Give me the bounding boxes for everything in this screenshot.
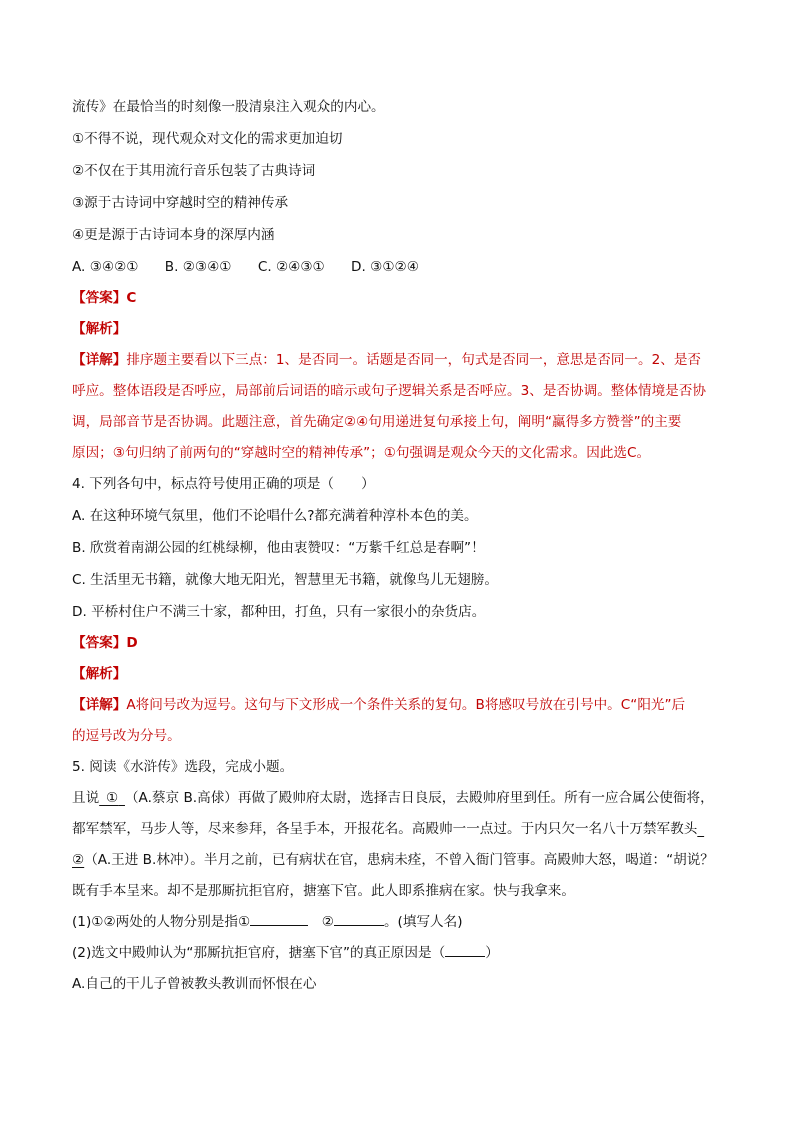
q5-sub1-suffix: 。(填写人名) <box>383 914 463 930</box>
q5-sub2 <box>72 942 732 964</box>
q5-sub2-prefix: (2)选文中殿帅认为“那厮抗拒官府，搪塞下官”的真正原因是（ <box>72 945 446 961</box>
q3-answer-label: 【答案】 <box>72 290 127 306</box>
document-page <box>72 96 732 995</box>
q5-passage-line-3 <box>72 849 732 871</box>
q5-sub2-suffix: ） <box>485 945 499 961</box>
q3-item-4: ④更是源于古诗词本身的深厚内涵 <box>72 227 275 243</box>
q4-answer-label: 【答案】 <box>72 635 127 651</box>
q4-option-d: D. 平桥村住户不满三十家，都种田，打鱼，只有一家很小的杂货店。 <box>72 604 486 620</box>
q3-detail-line-1 <box>72 349 732 371</box>
q3-choices <box>72 256 732 278</box>
q4-option-a: A. 在这种环境气氛里，他们不论唱什么?都充满着种淳朴本色的美。 <box>72 508 478 524</box>
q5-stem: 5. 阅读《水浒传》选段，完成小题。 <box>72 759 294 775</box>
q3-detail-line-4: 原因；③句归纳了前两句的“穿越时空的精神传承”；①句强调是观众今天的文化需求。因此选C。 <box>72 445 651 461</box>
q5-passage-prefix: 且说 <box>72 790 100 806</box>
q5-passage-text-1: （A.蔡京 B.高俅）再做了殿帅府太尉，选择吉日良辰，去殿帅府里到任。所有一应合属公使衙将， <box>124 790 714 806</box>
q4-analysis-label: 【解析】 <box>72 666 127 682</box>
q4-answer <box>72 632 732 654</box>
q5-sub2-blank[interactable] <box>445 942 485 957</box>
q5-blank-2-lead <box>697 821 704 837</box>
q5-blank-2: ② <box>72 852 85 868</box>
q5-sub1 <box>72 911 732 933</box>
q5-sub2-option-a: A.自己的干儿子曾被教头教训而怀恨在心 <box>72 976 317 992</box>
q3-choice-d: D. ③①②④ <box>351 259 419 275</box>
q5-sub1-blank-1[interactable] <box>250 911 308 926</box>
q3-choice-c: C. ②④③① <box>257 259 325 275</box>
q4-detail-text-1: A将问号改为逗号。这句与下文形成一个条件关系的复句。B将感叹号放在引号中。C“阳光”后 <box>126 697 686 713</box>
q5-sub1-blank-2[interactable] <box>334 911 384 926</box>
q4-stem: 4. 下列各句中，标点符号使用正确的项是（ ） <box>72 476 375 492</box>
q3-detail-line-3: 调，局部音节是否协调。此题注意，首先确定②④句用递进复句承接上句，阐明“赢得多方赞誉”的主要 <box>72 414 682 430</box>
q3-item-2: ②不仅在于其用流行音乐包装了古典诗词 <box>72 163 316 179</box>
q4-answer-value: D <box>126 635 138 651</box>
q3-answer-value: C <box>126 290 137 306</box>
q4-option-c: C. 生活里无书籍，就像大地无阳光，智慧里无书籍，就像鸟儿无翅膀。 <box>72 572 498 588</box>
q3-analysis-label: 【解析】 <box>72 321 127 337</box>
q4-detail-line-1 <box>72 694 732 716</box>
q3-detail-text-1: 排序题主要看以下三点：1、是否同一。话题是否同一，句式是否同一，意思是否同一。2、是否 <box>126 352 702 368</box>
q5-passage-line-2: 都军禁军，马步人等，尽来参拜，各呈手本，开报花名。高殿帅一一点过。于内只欠一名八十万禁军教头 <box>72 818 732 840</box>
q3-detail-label: 【详解】 <box>72 352 127 368</box>
q5-sub1-mid: ② <box>321 914 334 930</box>
q3-choice-a: A. ③④②① <box>72 259 139 275</box>
q4-option-b: B. 欣赏着南湖公园的红桃绿柳，他由衷赞叹：“万紫千红总是春啊”！ <box>72 540 485 556</box>
q3-answer <box>72 287 732 309</box>
q3-item-1: ①不得不说，现代观众对文化的需求更加迫切 <box>72 131 343 147</box>
q3-choice-b: B. ②③④① <box>164 259 232 275</box>
q5-passage-line-1 <box>72 787 732 809</box>
q4-detail-line-2: 的逗号改为分号。 <box>72 728 181 744</box>
q3-stem-tail: 流传》在最恰当的时刻像一股清泉注入观众的内心。 <box>72 99 385 115</box>
q3-item-3: ③源于古诗词中穿越时空的精神传承 <box>72 195 289 211</box>
q5-passage-text-3: （A.王进 B.林冲）。半月之前，已有病状在官，患病未痊，不曾入衙门管事。高殿帅大怒，喝道：“胡说？ <box>84 852 714 868</box>
q5-passage-line-4: 既有手本呈来。却不是那厮抗拒官府，搪塞下官。此人即系推病在家。快与我拿来。 <box>72 883 575 899</box>
q5-sub1-prefix: (1)①②两处的人物分别是指① <box>72 914 251 930</box>
q4-detail-label: 【详解】 <box>72 697 127 713</box>
q3-detail-line-2: 呼应。整体语段是否呼应，局部前后词语的暗示或句子逻辑关系是否呼应。3、是否协调。整体情境是否协 <box>72 383 706 399</box>
q5-blank-1: ① <box>105 790 119 806</box>
